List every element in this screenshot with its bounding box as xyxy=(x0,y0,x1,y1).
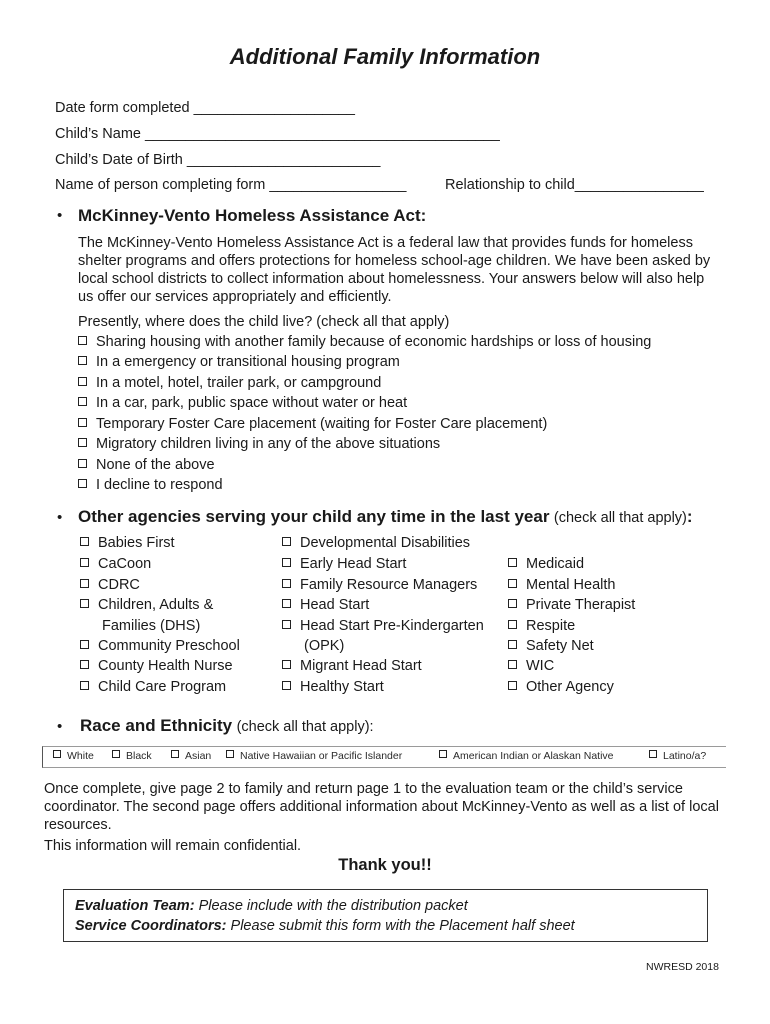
checkbox[interactable] xyxy=(80,681,89,690)
checkbox[interactable] xyxy=(508,681,517,690)
agency-option[interactable]: Mental Health xyxy=(508,577,615,593)
agency-option[interactable]: Developmental Disabilities xyxy=(282,535,470,551)
checkbox[interactable] xyxy=(508,558,517,567)
checkbox[interactable] xyxy=(78,479,87,488)
race-title: Race and Ethnicity xyxy=(80,716,233,735)
checkbox[interactable] xyxy=(80,660,89,669)
agency-option[interactable]: Child Care Program xyxy=(80,679,226,695)
checkbox[interactable] xyxy=(53,750,61,758)
checkbox[interactable] xyxy=(282,599,291,608)
evaluation-team-note: Evaluation Team: Please include with the distribution packet xyxy=(75,898,468,914)
service-coordinators-note: Service Coordinators: Please submit this form with the Placement half sheet xyxy=(75,918,575,934)
living-option[interactable]: Migratory children living in any of the above situations xyxy=(78,436,440,452)
checkbox[interactable] xyxy=(80,537,89,546)
agency-option[interactable]: Head Start Pre-Kindergarten xyxy=(282,618,484,634)
closing-paragraph: Once complete, give page 2 to family and return page 1 to the evaluation team or the child’s service coordinator. The second page offers additional information about McKinney-Vento as well as a list of local resources. xyxy=(44,781,719,833)
checkbox[interactable] xyxy=(78,397,87,406)
living-question: Presently, where does the child live? (check all that apply) xyxy=(78,314,450,330)
living-option[interactable]: Sharing housing with another family because of economic hardships or loss of housing xyxy=(78,334,651,350)
checkbox[interactable] xyxy=(282,579,291,588)
checkbox[interactable] xyxy=(508,640,517,649)
race-option[interactable]: Native Hawaiian or Pacific Islander xyxy=(226,750,402,762)
checkbox[interactable] xyxy=(282,558,291,567)
checkbox[interactable] xyxy=(282,681,291,690)
checkbox[interactable] xyxy=(439,750,447,758)
checkbox[interactable] xyxy=(282,620,291,629)
living-option[interactable]: None of the above xyxy=(78,457,215,473)
living-option[interactable]: In a emergency or transitional housing program xyxy=(78,354,400,370)
agency-option[interactable]: WIC xyxy=(508,658,554,674)
checkbox[interactable] xyxy=(78,356,87,365)
footer-code: NWRESD 2018 xyxy=(646,961,719,973)
agencies-note: (check all that apply) xyxy=(553,510,687,526)
checkbox[interactable] xyxy=(508,620,517,629)
agency-option[interactable]: Community Preschool xyxy=(80,638,240,654)
checkbox[interactable] xyxy=(112,750,120,758)
agencies-heading: Other agencies serving your child any time in the last year (check all that apply): xyxy=(78,507,693,526)
race-option[interactable]: Black xyxy=(112,750,152,762)
checkbox[interactable] xyxy=(80,579,89,588)
checkbox[interactable] xyxy=(649,750,657,758)
bullet-mckinney: • xyxy=(57,207,63,224)
race-note: (check all that apply): xyxy=(236,719,374,735)
agency-option-continuation: Families (DHS) xyxy=(102,618,201,634)
date-completed-field[interactable]: Date form completed ____________________ xyxy=(55,100,355,116)
race-option[interactable]: White xyxy=(53,750,94,762)
checkbox[interactable] xyxy=(282,537,291,546)
bullet-race: • xyxy=(57,718,63,735)
race-option[interactable]: Asian xyxy=(171,750,211,762)
living-option[interactable]: In a car, park, public space without water or heat xyxy=(78,395,407,411)
person-completing-field[interactable]: Name of person completing form _________________ xyxy=(55,177,407,193)
agency-option[interactable]: Medicaid xyxy=(508,556,584,572)
checkbox[interactable] xyxy=(78,377,87,386)
mckinney-title: McKinney-Vento Homeless Assistance Act: xyxy=(78,206,427,225)
race-option[interactable]: American Indian or Alaskan Native xyxy=(439,750,614,762)
agency-option[interactable]: Migrant Head Start xyxy=(282,658,422,674)
agency-option[interactable]: Other Agency xyxy=(508,679,614,695)
child-dob-field[interactable]: Child’s Date of Birth ________________________ xyxy=(55,152,381,168)
checkbox[interactable] xyxy=(80,558,89,567)
checkbox[interactable] xyxy=(282,660,291,669)
living-option[interactable]: I decline to respond xyxy=(78,477,223,493)
agencies-title: Other agencies serving your child any time in the last year xyxy=(78,507,550,526)
race-heading xyxy=(80,716,374,736)
checkbox[interactable] xyxy=(78,418,87,427)
relationship-field[interactable]: Relationship to child________________ xyxy=(445,177,704,193)
checkbox[interactable] xyxy=(78,336,87,345)
checkbox[interactable] xyxy=(508,579,517,588)
checkbox[interactable] xyxy=(508,660,517,669)
child-name-field[interactable]: Child’s Name ____________________________________________ xyxy=(55,126,500,142)
mckinney-paragraph: The McKinney-Vento Homeless Assistance Act is a federal law that provides funds for homeless shelter programs and offers protections for homeless school-age children. We have been asked by local school districts to collect information about homelessness. Your answers below will also help us offer our services appropriately and efficiently. xyxy=(78,235,711,305)
agency-option[interactable]: Early Head Start xyxy=(282,556,406,572)
agency-option[interactable]: Children, Adults & xyxy=(80,597,213,613)
agency-option-continuation: (OPK) xyxy=(304,638,345,654)
checkbox[interactable] xyxy=(171,750,179,758)
living-option[interactable]: In a motel, hotel, trailer park, or campground xyxy=(78,375,381,391)
race-option[interactable]: Latino/a? xyxy=(649,750,706,762)
agency-option[interactable]: Babies First xyxy=(80,535,175,551)
agency-option[interactable]: CDRC xyxy=(80,577,140,593)
agency-option[interactable]: Private Therapist xyxy=(508,597,635,613)
agency-option[interactable]: Safety Net xyxy=(508,638,594,654)
agency-option[interactable]: Healthy Start xyxy=(282,679,384,695)
agency-option[interactable]: County Health Nurse xyxy=(80,658,233,674)
checkbox[interactable] xyxy=(508,599,517,608)
instructions-box xyxy=(63,889,708,942)
living-option[interactable]: Temporary Foster Care placement (waiting for Foster Care placement) xyxy=(78,416,547,432)
page-title: Additional Family Information xyxy=(229,44,541,69)
agency-option[interactable]: CaCoon xyxy=(80,556,151,572)
race-checkbox-bar xyxy=(42,746,726,768)
agency-option[interactable]: Head Start xyxy=(282,597,369,613)
confidential-note: This information will remain confidential. xyxy=(44,838,302,854)
agency-option[interactable]: Family Resource Managers xyxy=(282,577,477,593)
checkbox[interactable] xyxy=(226,750,234,758)
checkbox[interactable] xyxy=(80,599,89,608)
checkbox[interactable] xyxy=(78,438,87,447)
checkbox[interactable] xyxy=(78,459,87,468)
thank-you: Thank you!! xyxy=(338,856,432,874)
bullet-agencies: • xyxy=(57,509,63,526)
checkbox[interactable] xyxy=(80,640,89,649)
agency-option[interactable]: Respite xyxy=(508,618,575,634)
